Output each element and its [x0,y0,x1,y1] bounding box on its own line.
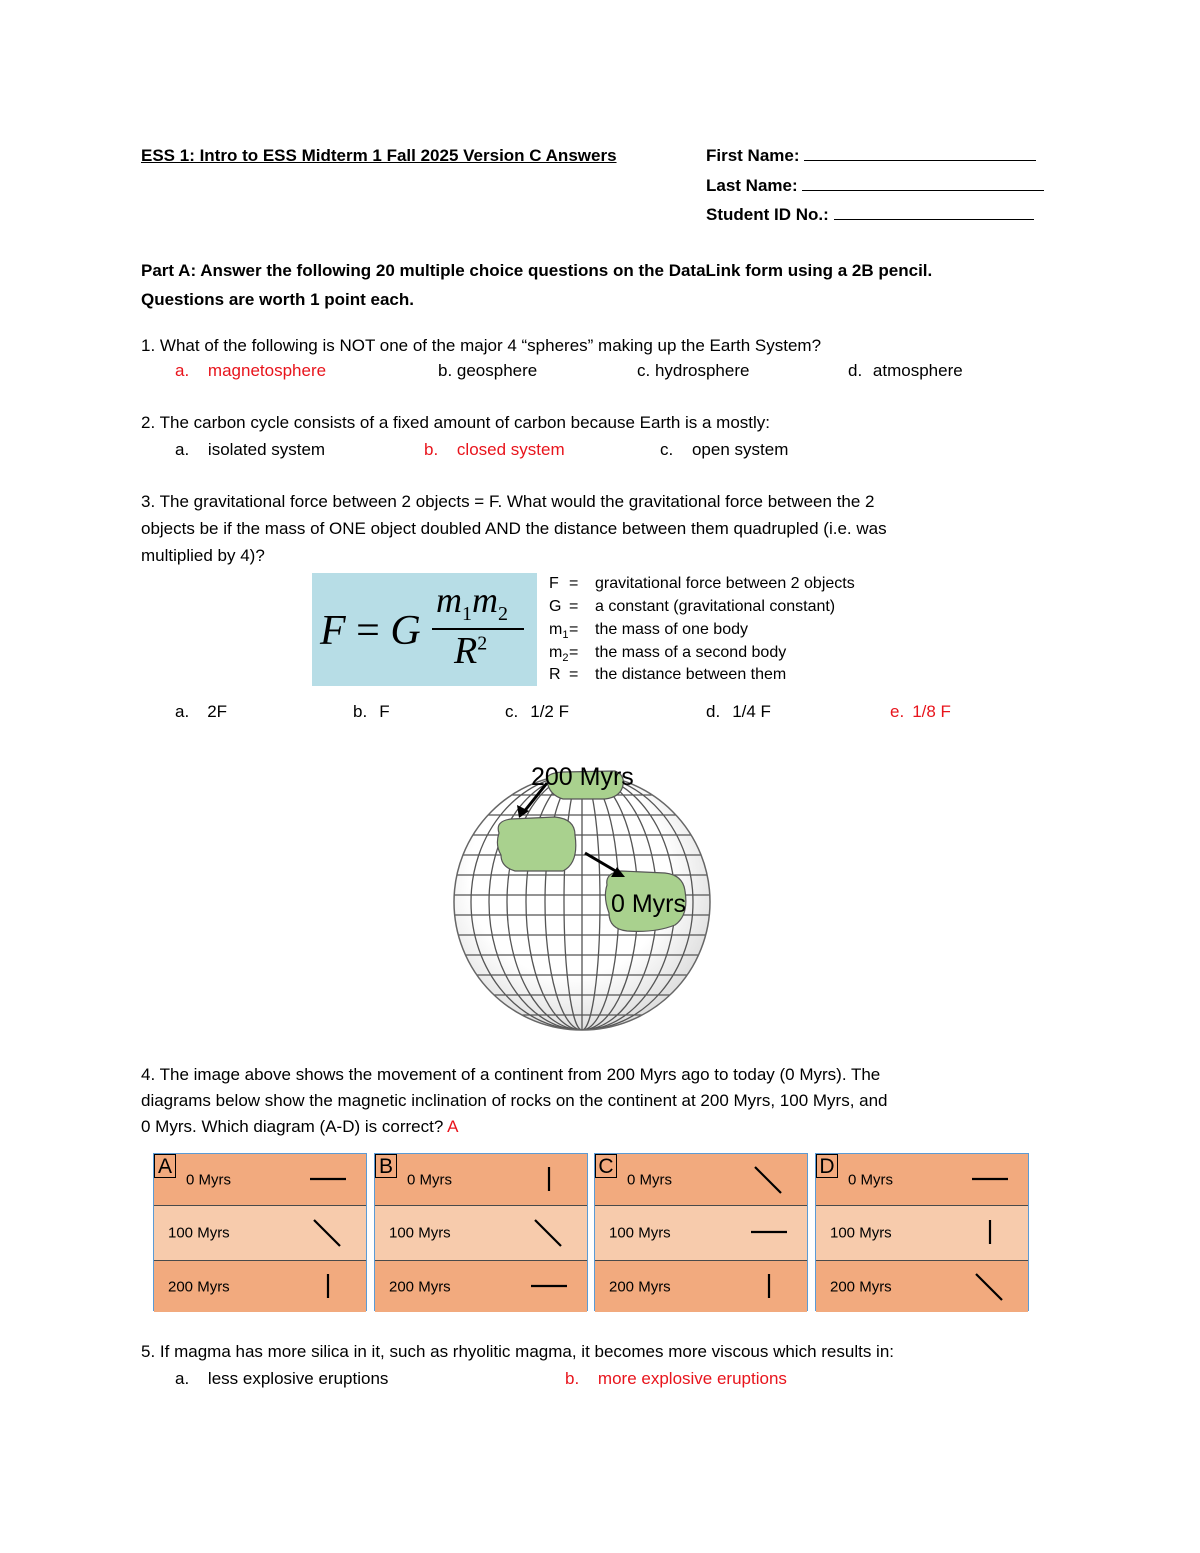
first-name-row [706,146,1036,166]
legend-row-m1 [549,621,748,641]
table-letter: B [375,1154,397,1178]
legend-subscript: 2 [562,652,569,665]
row-age-label: 100 Myrs [389,1224,451,1242]
inclination-horizontal-icon [970,1165,1010,1195]
option-text: magnetosphere [207,361,327,380]
formula-g: G [390,608,421,654]
student-id-row [706,205,1034,225]
part-a-instructions-line2: Questions are worth 1 point each. [141,290,414,309]
inclination-table-a [153,1153,367,1311]
question-2 [141,413,770,433]
q5-option-b [565,1369,787,1389]
option-label: a. [175,702,190,721]
row-age-label: 100 Myrs [168,1224,230,1242]
exam-title: ESS 1: Intro to ESS Midterm 1 Fall 2025 Version C Answers [141,146,617,165]
inclination-vertical-icon [749,1272,789,1302]
legend-equals: = [569,644,579,661]
label-0-myrs: 0 Myrs [611,890,686,918]
inclination-diagonal-icon [529,1218,569,1248]
inclination-vertical-icon [970,1218,1010,1248]
q2-option-b [424,440,565,460]
option-text: less explosive eruptions [207,1369,389,1388]
q3-option-e [890,702,951,722]
option-label: a. [175,361,190,380]
inclination-diagonal-icon [308,1218,348,1248]
row-age-label: 0 Myrs [186,1171,231,1188]
option-label: d. [706,702,721,721]
row-age-label: 200 Myrs [609,1278,671,1295]
legend-symbol: G [549,598,562,615]
question-text-line1: The gravitational force between 2 objects = F. What would the gravitational force between the 2 [159,492,875,511]
q3-option-a [175,702,227,722]
legend-row-r [549,666,786,684]
formula-lhs [320,607,421,655]
first-name-label: First Name: [706,146,800,165]
question-5 [141,1342,894,1362]
formula-sub1: 1 [462,603,472,626]
inclination-horizontal-icon [529,1272,569,1302]
table-row [816,1260,1028,1312]
question-text: The carbon cycle consists of a fixed amount of carbon because Earth is a mostly: [159,413,771,432]
row-age-label: 200 Myrs [389,1278,451,1295]
option-text: 2F [207,702,228,721]
option-label: c. [505,702,519,721]
option-text: atmosphere [872,361,963,380]
formula-denominator [454,629,487,673]
globe-figure [445,755,720,1040]
table-row [154,1205,366,1260]
label-200-myrs: 200 Myrs [531,763,634,791]
option-text: isolated system [207,440,326,459]
question-3-line2: objects be if the mass of ONE object doubled AND the distance between them quadrupled (i.e. was [141,519,887,538]
q3-option-d [706,702,771,722]
inclination-horizontal-icon [308,1165,348,1195]
legend-text: a constant (gravitational constant) [595,598,836,615]
question-text-line1: The image above shows the movement of a continent from 200 Myrs ago to today (0 Myrs). The [159,1065,881,1084]
question-3-line3: multiplied by 4)? [141,546,265,565]
option-text: 1/8 F [912,702,951,721]
legend-symbol: F [549,575,559,592]
inclination-vertical-icon [529,1165,569,1195]
table-letter: D [816,1154,838,1178]
legend-text: the mass of one body [595,621,748,638]
legend-row-f [549,575,855,593]
inclination-horizontal-icon [749,1218,789,1248]
formula-m1: m [436,580,462,620]
last-name-label: Last Name: [706,176,798,195]
question-3 [141,492,875,512]
legend-text: the distance between them [595,666,787,683]
question-4 [141,1065,880,1085]
option-text: open system [691,440,789,459]
option-text: 1/4 F [732,702,771,721]
option-label: a. [175,1369,190,1388]
option-label: a. [175,440,190,459]
row-age-label: 0 Myrs [627,1171,672,1188]
q3-option-c [505,702,569,722]
legend-text: gravitational force between 2 objects [595,575,855,592]
legend-symbol: m [549,621,563,638]
legend-row-m2 [549,644,786,664]
q2-option-a [175,440,325,460]
row-age-label: 0 Myrs [848,1171,893,1188]
table-row [375,1154,587,1205]
inclination-table-b [374,1153,588,1311]
student-id-field[interactable] [834,205,1034,220]
last-name-field[interactable] [802,176,1044,191]
first-name-field[interactable] [804,146,1036,161]
formula-m2: m [472,580,498,620]
inclination-diagonal-icon [970,1272,1010,1302]
formula-sup2: 2 [477,632,488,655]
question-text-line3: 0 Myrs. Which diagram (A-D) is correct? [141,1117,444,1136]
table-row [154,1260,366,1312]
continent-100-myrs [497,817,575,871]
legend-subscript: 1 [562,629,569,642]
legend-equals: = [569,575,579,592]
question-number: 3. [141,492,156,511]
legend-row-g [549,598,835,616]
row-age-label: 100 Myrs [830,1224,892,1242]
inclination-table-c [594,1153,808,1311]
legend-text: the mass of a second body [595,644,787,661]
question-number: 4. [141,1065,156,1084]
question-number: 5. [141,1342,156,1361]
legend-equals: = [569,598,579,615]
q3-option-b [353,702,390,722]
q1-option-a [175,361,326,381]
table-row [595,1260,807,1312]
option-label: b. [353,702,368,721]
legend-symbol: m [549,644,563,661]
table-row [816,1154,1028,1205]
table-letter: C [595,1154,617,1178]
option-label: d. [848,361,863,380]
formula-sub2: 2 [498,603,508,626]
part-a-instructions-line1: Part A: Answer the following 20 multiple choice questions on the DataLink form using a 2B pencil. [141,261,933,280]
question-4-line3 [141,1117,458,1137]
table-row [595,1154,807,1205]
inclination-diagonal-icon [749,1165,789,1195]
q1-option-d [848,361,963,381]
table-row [154,1154,366,1205]
question-4-line2: diagrams below show the magnetic inclination of rocks on the continent at 200 Myrs, 100 Myrs, and [141,1091,888,1110]
gravity-formula-box [312,573,537,686]
q2-option-c [660,440,788,460]
table-letter: A [154,1154,176,1178]
student-id-label: Student ID No.: [706,205,829,224]
formula-numerator [436,579,508,626]
row-age-label: 200 Myrs [168,1278,230,1295]
inclination-vertical-icon [308,1272,348,1302]
question-1 [141,336,821,356]
question-text: If magma has more silica in it, such as rhyolitic magma, it becomes more viscous which results in: [159,1342,895,1361]
option-label: b. [565,1369,580,1388]
table-row [595,1205,807,1260]
question-text: What of the following is NOT one of the major 4 “spheres” making up the Earth System? [159,336,822,355]
legend-equals: = [569,621,579,638]
last-name-row [706,176,1044,196]
q4-answer: A [447,1117,459,1136]
option-text: F [379,702,390,721]
option-label: e. [890,702,905,721]
option-label: b. [424,440,439,459]
option-text: more explosive eruptions [597,1369,787,1388]
formula-f: F [320,608,346,654]
question-number: 1. [141,336,156,355]
option-text: 1/2 F [530,702,569,721]
table-row [375,1260,587,1312]
row-age-label: 0 Myrs [407,1171,452,1188]
option-label: c. [660,440,674,459]
row-age-label: 200 Myrs [830,1278,892,1295]
formula-equals: = [356,608,380,654]
question-number: 2. [141,413,156,432]
option-text: closed system [456,440,565,459]
legend-equals: = [569,666,579,683]
table-row [816,1205,1028,1260]
table-row [375,1205,587,1260]
inclination-table-d [815,1153,1029,1311]
formula-r: R [454,630,478,672]
q1-option-b: b. geosphere [438,361,538,380]
q5-option-a [175,1369,388,1389]
row-age-label: 100 Myrs [609,1224,671,1242]
q1-option-c: c. hydrosphere [637,361,750,380]
legend-symbol: R [549,666,561,683]
